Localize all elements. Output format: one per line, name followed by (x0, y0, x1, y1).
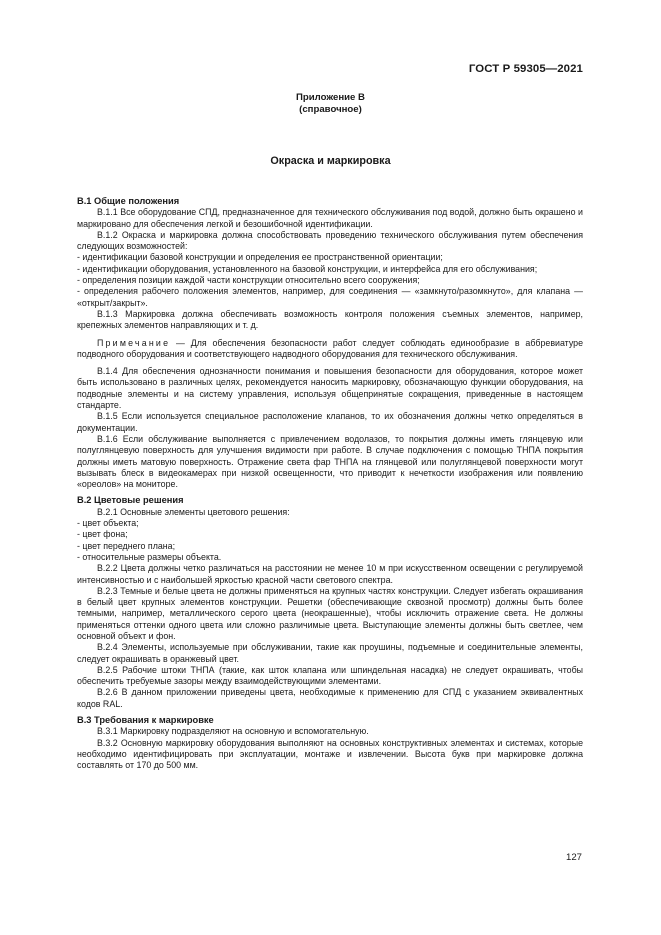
note-text: — Для обеспечения безопасности работ следует соблюдать единообразие в аббревиатуре подводного оборудования и соответствующего надводного оборудования для технического обслуживания. (77, 337, 583, 359)
paragraph: В.1.3 Маркировка должна обеспечивать возможность контроля положения съемных элементов, например, крепежных элементов направляющих и т. д. (77, 308, 583, 331)
list-item: - относительные размеры объекта. (77, 551, 222, 562)
list-item: - идентификации базовой конструкции и определения ее пространственной ориентации; (77, 252, 443, 263)
paragraph: В.3.1 Маркировку подразделяют на основную и вспомогательную. (97, 726, 369, 737)
document-body (77, 196, 583, 772)
list-item: - определения позиции каждой части конструкции относительно всего сооружения; (77, 275, 420, 286)
paragraph: В.2.1 Основные элементы цветового решения: (97, 506, 290, 517)
paragraph: В.2.3 Темные и белые цвета не должны применяться на крупных частях конструкции. Следует избегать окрашивания в белый цвет крупных элементов конструкции. Решетки (обеспечивающие сквозной просмотр) должны быть более темными, например, металлического серого цвета (неокрашенные), чтобы исключить отражение света. Не должны применяться оттенки одного цвета или сложно различимые цвета. Выступающие элементы должны быть светлее, чем основной объект и фон. (77, 585, 583, 641)
paragraph: В.2.2 Цвета должны четко различаться на расстоянии не менее 10 м при искусственном освещении с регулируемой интенсивностью и с наибольшей яркостью красной части светового спектра. (77, 563, 583, 585)
page-number: 127 (565, 852, 582, 863)
paragraph: В.1.1 Все оборудование СПД, предназначенное для технического обслуживания под водой, должно быть окрашено и маркировано для обеспечения легкой и безошибочной идентификации. (77, 207, 583, 229)
paragraph: В.3.2 Основную маркировку оборудования выполняют на основных конструктивных элементах и системах, которые необходимо идентифицировать при эксплуатации, монтаже и извлечении. Высота букв при маркировке должна составлять от 170 до 500 мм. (77, 737, 583, 771)
paragraph: В.2.4 Элементы, используемые при обслуживании, такие как проушины, подъемные и соединительные элементы, следует окрашивать в оранжевый цвет. (77, 642, 583, 664)
document-code: ГОСТ Р 59305—2021 (468, 63, 583, 75)
list-item: - идентификации оборудования, установленного на базовой конструкции, и интерфейса для его обслуживания; (77, 263, 538, 274)
section-heading: В.3 Требования к маркировке (77, 715, 214, 726)
note-label: Примечание (97, 337, 171, 348)
paragraph: В.1.5 Если используется специальное расположение клапанов, то их обозначения должны четко определяться в документации. (77, 411, 583, 433)
document-title: Окраска и маркировка (270, 155, 391, 167)
note (77, 338, 583, 361)
list-item: - цвет переднего плана; (77, 540, 176, 551)
section-heading: В.2 Цветовые решения (77, 495, 184, 506)
appendix-subtitle: (справочное) (299, 104, 362, 115)
list-item: - определения рабочего положения элементов, например, для соединения — «замкнуто/разомкнуто», для клапана — «открыт/закрыт». (77, 286, 583, 308)
appendix-title: Приложение В (296, 92, 365, 103)
paragraph: В.1.2 Окраска и маркировка должна способствовать проведению технического обслуживания путем обеспечения следующих возможностей: (77, 229, 583, 252)
list-item: - цвет фона; (77, 529, 128, 540)
list-item: - цвет объекта; (77, 518, 139, 529)
paragraph: В.2.6 В данном приложении приведены цвета, необходимые к применению для СПД с указанием эквивалентных кодов RAL. (77, 687, 583, 709)
paragraph: В.2.5 Рабочие штоки ТНПА (такие, как шток клапана или шпиндельная насадка) не следует окрашивать, чтобы обеспечить требуемые зазоры между взаимодействующими элементами. (77, 664, 583, 687)
appendix-heading (0, 92, 661, 116)
paragraph: В.1.6 Если обслуживание выполняется с привлечением водолазов, то покрытия должны иметь глянцевую или полуглянцевую поверхность для улучшения видимости при работе. В случае подключения с помощью ТНПА покрытия должны иметь матовую поверхность. Отражение света фар ТНПА на глянцевой или полуглянцевой поверхности могут вызывать блеск в видеокамерах при низкой освещенности, что приводит к нечеткости изображения или появлению «ореолов» на мониторе. (77, 433, 583, 490)
paragraph: В.1.4 Для обеспечения однозначности понимания и повышения безопасности для оборудования, которое может быть использовано в различных целях, рекомендуется наносить маркировку, обозначающую функции оборудования, на подводные элементы и на систему управления, используя общепринятые сокращения, приведенные в настоящем стандарте. (77, 366, 583, 411)
section-heading: В.1 Общие положения (77, 196, 180, 206)
